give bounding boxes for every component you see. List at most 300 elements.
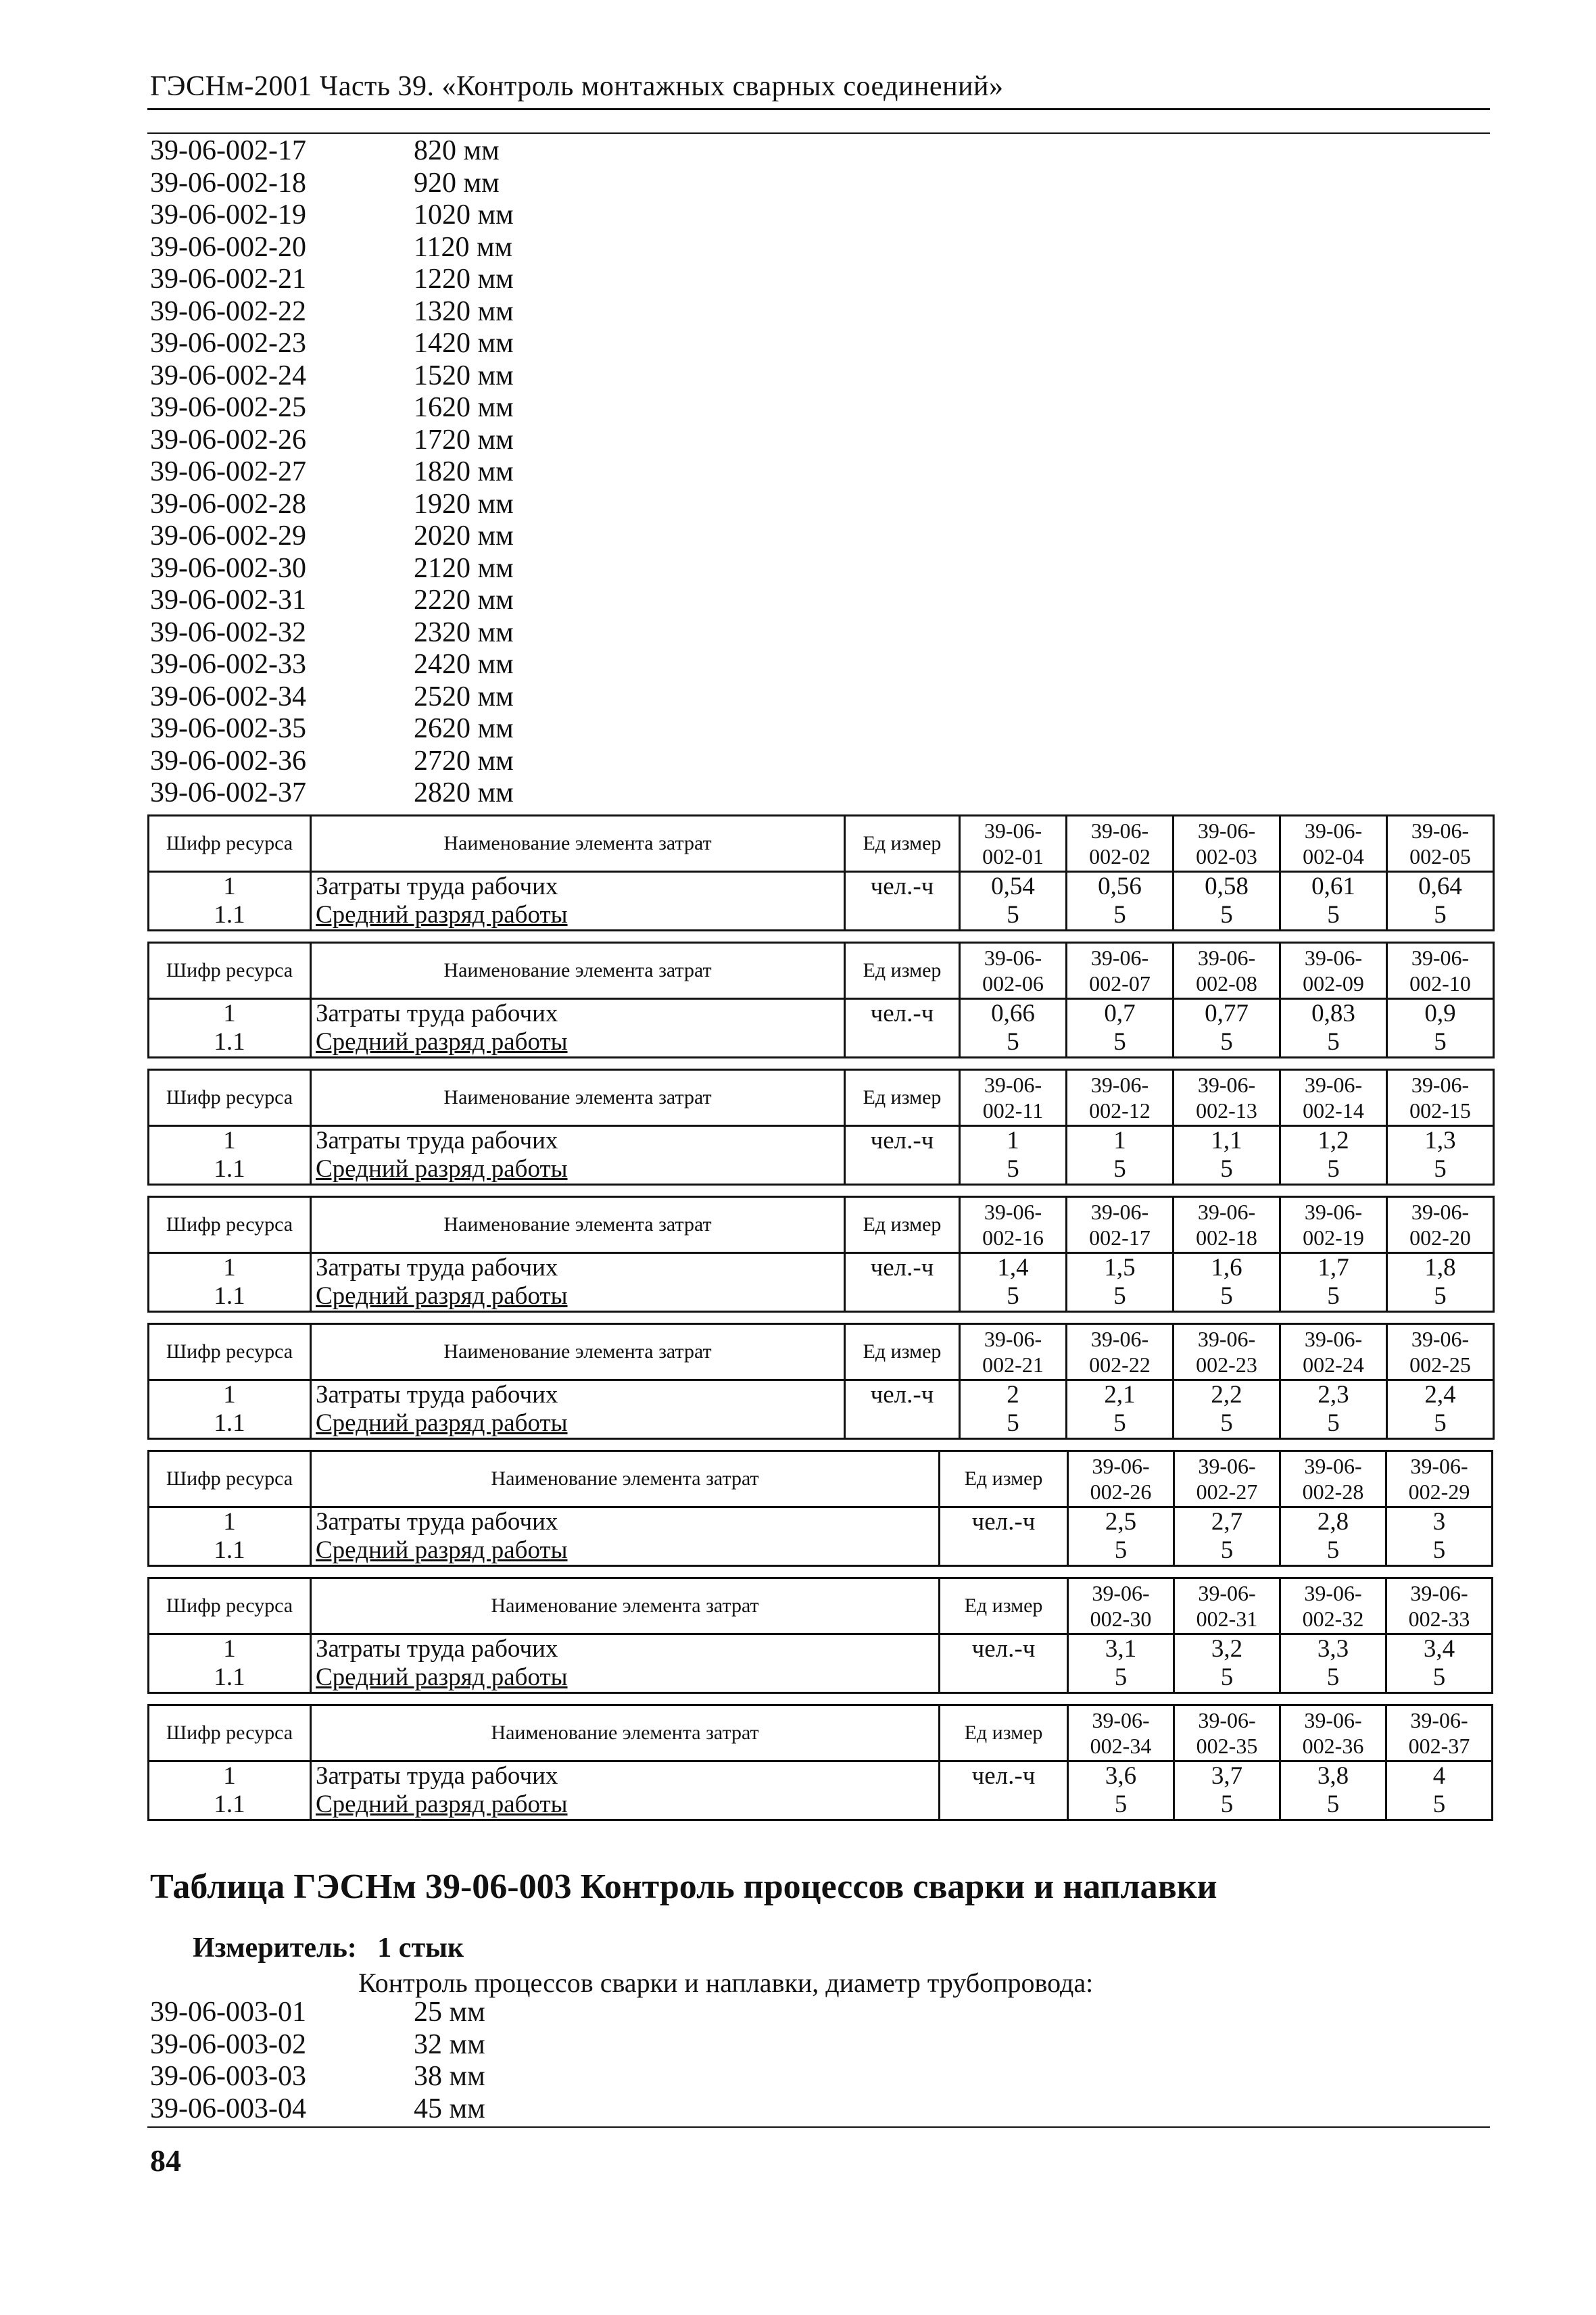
norm-code-part: 002-30 — [1090, 1607, 1152, 1631]
code-list-row — [150, 489, 616, 521]
header-norm-code — [1280, 1578, 1386, 1634]
row-resource-code: 1.1 — [149, 1409, 311, 1439]
row-resource-code: 1.1 — [149, 1282, 311, 1312]
diameter-value: 920 мм — [414, 167, 500, 199]
row-unit: чел.-ч — [845, 1253, 960, 1283]
header-resource-code: Шифр ресурса — [149, 943, 311, 999]
code-list-row — [150, 746, 616, 778]
header-norm-code — [1174, 816, 1280, 872]
norm-code-part: 39-06- — [1198, 1454, 1256, 1478]
price-code: 39-06-002-23 — [150, 328, 306, 359]
row-unit: чел.-ч — [845, 1380, 960, 1410]
table-row-grade — [149, 1155, 1494, 1185]
labor-value: 0,64 — [1387, 872, 1494, 902]
code-list-row — [150, 456, 616, 489]
row-unit-empty — [845, 1155, 960, 1185]
code-list-row — [150, 713, 616, 746]
row-cost-element: Затраты труда рабочих — [311, 1126, 845, 1156]
diameter-value: 2820 мм — [414, 777, 514, 808]
header-unit: Ед измер — [940, 1578, 1068, 1634]
norm-code-part: 002-09 — [1303, 971, 1364, 996]
resource-table — [147, 1577, 1493, 1694]
row-cost-element: Средний разряд работы — [311, 901, 845, 931]
code-list-row — [150, 135, 616, 168]
grade-value: 5 — [1387, 1282, 1494, 1312]
norm-code-part: 002-07 — [1089, 971, 1151, 996]
norm-code-part: 002-24 — [1303, 1353, 1364, 1377]
price-code: 39-06-002-37 — [150, 777, 306, 808]
labor-value: 2,1 — [1067, 1380, 1174, 1410]
header-norm-code — [1067, 1070, 1174, 1126]
row-cost-element: Затраты труда рабочих — [311, 999, 845, 1029]
header-unit: Ед измер — [940, 1451, 1068, 1507]
code-list-row — [150, 424, 616, 457]
measure-value: 1 стык — [377, 1932, 464, 1964]
row-unit-empty — [940, 1536, 1068, 1566]
price-code: 39-06-002-18 — [150, 167, 306, 199]
norm-code-part: 39-06- — [1304, 1073, 1363, 1097]
header-norm-code — [960, 1197, 1067, 1253]
resource-table — [147, 942, 1495, 1058]
norm-code-part: 39-06- — [1197, 1073, 1256, 1097]
price-code: 39-06-002-28 — [150, 488, 306, 520]
row-resource-code: 1 — [149, 1761, 311, 1791]
diameter-value: 820 мм — [414, 135, 500, 166]
grade-value: 5 — [1386, 1790, 1493, 1820]
labor-value: 0,61 — [1280, 872, 1387, 902]
grade-value: 5 — [1280, 1663, 1386, 1693]
norm-code-part: 002-27 — [1196, 1480, 1258, 1504]
grade-value: 5 — [1174, 1536, 1280, 1566]
row-resource-code: 1.1 — [149, 1155, 311, 1185]
header-norm-code — [1387, 1324, 1494, 1380]
header-cost-element: Наименование элемента затрат — [311, 943, 845, 999]
code-list-row — [150, 777, 616, 810]
norm-code-part: 002-32 — [1302, 1607, 1364, 1631]
measure-line — [193, 1932, 477, 1964]
row-unit-empty — [845, 1282, 960, 1312]
code-list-row — [150, 2061, 616, 2093]
row-resource-code: 1 — [149, 1126, 311, 1156]
header-resource-code: Шифр ресурса — [149, 1197, 311, 1253]
header-norm-code — [1174, 1451, 1280, 1507]
grade-value: 5 — [1068, 1663, 1174, 1693]
diameter-value: 2220 мм — [414, 585, 514, 616]
code-list-row — [150, 2029, 616, 2062]
labor-value: 3,2 — [1174, 1634, 1280, 1664]
labor-value: 2,7 — [1174, 1507, 1280, 1537]
norm-code-part: 002-08 — [1196, 971, 1257, 996]
diameter-value: 2720 мм — [414, 745, 514, 777]
diameter-value: 1920 мм — [414, 488, 514, 520]
table-row-grade — [149, 1790, 1493, 1820]
norm-code-part: 002-15 — [1409, 1098, 1471, 1123]
section-title: Таблица ГЭСНм 39-06-003 Контроль процессов сварки и наплавки — [150, 1868, 1217, 1906]
norm-code-part: 002-05 — [1409, 844, 1471, 869]
grade-value: 5 — [1387, 901, 1494, 931]
table-row-labor — [149, 1380, 1494, 1410]
resource-table — [147, 814, 1495, 931]
table-row-labor — [149, 1761, 1493, 1791]
header-cost-element: Наименование элемента затрат — [311, 1197, 845, 1253]
grade-value: 5 — [960, 1155, 1067, 1185]
table-row-grade — [149, 1028, 1494, 1058]
norm-code-part: 39-06- — [1197, 1200, 1256, 1224]
header-norm-code — [1280, 1324, 1387, 1380]
labor-value: 3,7 — [1174, 1761, 1280, 1791]
code-list-row — [150, 360, 616, 393]
norm-code-part: 39-06- — [1092, 1581, 1150, 1605]
labor-value: 2,5 — [1068, 1507, 1174, 1537]
resource-table — [147, 1704, 1493, 1821]
norm-code-part: 39-06- — [1304, 819, 1363, 843]
row-resource-code: 1.1 — [149, 1536, 311, 1566]
grade-value: 5 — [960, 1409, 1067, 1439]
header-norm-code — [1386, 1705, 1493, 1761]
table-row-labor — [149, 1507, 1493, 1537]
row-resource-code: 1 — [149, 1253, 311, 1283]
labor-value: 3 — [1386, 1507, 1493, 1537]
price-code: 39-06-002-30 — [150, 552, 306, 584]
row-cost-element: Средний разряд работы — [311, 1536, 940, 1566]
norm-code-part: 39-06- — [1304, 1581, 1362, 1605]
row-resource-code: 1 — [149, 1507, 311, 1537]
grade-value: 5 — [1174, 1028, 1280, 1058]
norm-code-part: 39-06- — [1198, 1581, 1256, 1605]
row-cost-element: Затраты труда рабочих — [311, 872, 845, 902]
price-code: 39-06-003-03 — [150, 2061, 306, 2092]
header-norm-code — [1174, 1324, 1280, 1380]
row-resource-code: 1 — [149, 872, 311, 902]
price-code: 39-06-002-19 — [150, 199, 306, 230]
grade-value: 5 — [1280, 1409, 1387, 1439]
price-code: 39-06-003-04 — [150, 2093, 306, 2124]
labor-value: 2,4 — [1387, 1380, 1494, 1410]
diameter-value: 32 мм — [414, 2028, 485, 2060]
norm-code-part: 002-28 — [1302, 1480, 1364, 1504]
price-code: 39-06-002-35 — [150, 713, 306, 744]
grade-value: 5 — [1387, 1155, 1494, 1185]
code-list-row — [150, 585, 616, 617]
norm-code-part: 002-16 — [982, 1225, 1044, 1250]
header-unit: Ед измер — [845, 943, 960, 999]
header-norm-code — [1386, 1451, 1493, 1507]
labor-value: 0,66 — [960, 999, 1067, 1029]
grade-value: 5 — [1067, 1028, 1174, 1058]
norm-code-part: 002-37 — [1408, 1734, 1470, 1758]
labor-value: 1,7 — [1280, 1253, 1387, 1283]
grade-value: 5 — [1280, 1028, 1387, 1058]
table-row-grade — [149, 1409, 1494, 1439]
resource-table — [147, 1196, 1495, 1313]
diameter-value: 1820 мм — [414, 456, 514, 487]
row-cost-element: Затраты труда рабочих — [311, 1380, 845, 1410]
code-list-row — [150, 199, 616, 232]
code-list-row — [150, 264, 616, 296]
code-list-row — [150, 2093, 616, 2126]
header-resource-code: Шифр ресурса — [149, 1070, 311, 1126]
header-norm-code — [1387, 943, 1494, 999]
diameter-value: 45 мм — [414, 2093, 485, 2124]
diameter-value: 2620 мм — [414, 713, 514, 744]
code-list-row — [150, 1997, 616, 2029]
labor-value: 0,83 — [1280, 999, 1387, 1029]
running-header: ГЭСНм-2001 Часть 39. «Контроль монтажных сварных соединений» — [150, 71, 1004, 102]
row-resource-code: 1 — [149, 999, 311, 1029]
row-unit: чел.-ч — [940, 1634, 1068, 1664]
norm-code-part: 002-29 — [1408, 1480, 1470, 1504]
header-norm-code — [1067, 816, 1174, 872]
diameter-value: 1520 мм — [414, 360, 514, 391]
norm-code-part: 39-06- — [1090, 946, 1149, 970]
labor-value: 3,3 — [1280, 1634, 1386, 1664]
grade-value: 5 — [960, 901, 1067, 931]
row-unit-empty — [845, 1028, 960, 1058]
diameter-value: 38 мм — [414, 2061, 485, 2092]
table-header-row — [149, 1070, 1494, 1126]
row-cost-element: Средний разряд работы — [311, 1282, 845, 1312]
table-header-row — [149, 1324, 1494, 1380]
row-cost-element: Затраты труда рабочих — [311, 1507, 940, 1537]
header-norm-code — [960, 1324, 1067, 1380]
header-norm-code — [1174, 1197, 1280, 1253]
table-row-labor — [149, 1253, 1494, 1283]
price-code: 39-06-002-21 — [150, 264, 306, 295]
resource-table — [147, 1323, 1495, 1440]
norm-code-part: 39-06- — [1090, 1327, 1149, 1351]
header-norm-code — [1068, 1705, 1174, 1761]
row-unit: чел.-ч — [845, 1126, 960, 1156]
labor-value: 3,6 — [1068, 1761, 1174, 1791]
row-cost-element: Средний разряд работы — [311, 1409, 845, 1439]
grade-value: 5 — [1174, 1663, 1280, 1693]
row-unit: чел.-ч — [845, 999, 960, 1029]
header-norm-code — [1280, 816, 1387, 872]
table-row-labor — [149, 1634, 1493, 1664]
grade-value: 5 — [1174, 1790, 1280, 1820]
norm-code-part: 002-20 — [1409, 1225, 1471, 1250]
labor-value: 3,1 — [1068, 1634, 1174, 1664]
table-row-grade — [149, 1282, 1494, 1312]
header-norm-code — [1067, 943, 1174, 999]
row-cost-element: Затраты труда рабочих — [311, 1761, 940, 1791]
header-resource-code: Шифр ресурса — [149, 816, 311, 872]
header-resource-code: Шифр ресурса — [149, 1451, 311, 1507]
norm-code-part: 39-06- — [1411, 1073, 1470, 1097]
row-resource-code: 1 — [149, 1634, 311, 1664]
norm-code-part: 002-06 — [982, 971, 1044, 996]
header-norm-code — [1280, 943, 1387, 999]
code-list-row — [150, 232, 616, 264]
code-list-row — [150, 296, 616, 328]
norm-code-part: 002-03 — [1196, 844, 1257, 869]
price-code: 39-06-002-33 — [150, 649, 306, 680]
code-list-row — [150, 553, 616, 585]
bottom-rule — [147, 2126, 1490, 2128]
norm-code-part: 39-06- — [1198, 1708, 1256, 1732]
header-unit: Ед измер — [845, 1070, 960, 1126]
header-norm-code — [1174, 1578, 1280, 1634]
price-code: 39-06-002-25 — [150, 392, 306, 423]
row-unit-empty — [845, 901, 960, 931]
diameter-value: 1320 мм — [414, 295, 514, 327]
table-row-labor — [149, 1126, 1494, 1156]
labor-value: 0,7 — [1067, 999, 1174, 1029]
norm-code-part: 39-06- — [984, 946, 1042, 970]
table-header-row — [149, 1578, 1493, 1634]
norm-code-part: 002-26 — [1090, 1480, 1152, 1504]
code-list-row — [150, 520, 616, 553]
labor-value: 1,5 — [1067, 1253, 1174, 1283]
header-norm-code — [1280, 1197, 1387, 1253]
row-resource-code: 1.1 — [149, 1663, 311, 1693]
table-header-row — [149, 816, 1494, 872]
labor-value: 0,58 — [1174, 872, 1280, 902]
norm-code-part: 002-34 — [1090, 1734, 1152, 1758]
header-norm-code — [1387, 816, 1494, 872]
table-row-grade — [149, 901, 1494, 931]
resource-table — [147, 1450, 1493, 1567]
header-cost-element: Наименование элемента затрат — [311, 816, 845, 872]
row-unit-empty — [940, 1663, 1068, 1693]
header-norm-code — [1068, 1451, 1174, 1507]
labor-value: 2,3 — [1280, 1380, 1387, 1410]
norm-code-part: 39-06- — [1411, 1327, 1470, 1351]
row-resource-code: 1 — [149, 1380, 311, 1410]
table-header-row — [149, 1705, 1493, 1761]
norm-code-part: 39-06- — [1092, 1708, 1150, 1732]
labor-value: 3,8 — [1280, 1761, 1386, 1791]
header-norm-code — [960, 943, 1067, 999]
table-row-grade — [149, 1536, 1493, 1566]
grade-value: 5 — [1174, 1155, 1280, 1185]
norm-code-part: 002-17 — [1089, 1225, 1151, 1250]
header-cost-element: Наименование элемента затрат — [311, 1705, 940, 1761]
header-norm-code — [1067, 1197, 1174, 1253]
norm-code-part: 39-06- — [984, 1327, 1042, 1351]
diameter-value: 1120 мм — [414, 231, 513, 263]
table-row-grade — [149, 1663, 1493, 1693]
labor-value: 2,2 — [1174, 1380, 1280, 1410]
norm-code-part: 002-04 — [1303, 844, 1364, 869]
header-cost-element: Наименование элемента затрат — [311, 1070, 845, 1126]
grade-value: 5 — [1386, 1536, 1493, 1566]
grade-value: 5 — [1280, 1282, 1387, 1312]
grade-value: 5 — [1386, 1663, 1493, 1693]
header-norm-code — [1387, 1197, 1494, 1253]
diameter-value: 2320 мм — [414, 616, 514, 648]
grade-value: 5 — [1174, 1409, 1280, 1439]
row-cost-element: Средний разряд работы — [311, 1028, 845, 1058]
diameter-value: 1620 мм — [414, 392, 514, 423]
price-code: 39-06-002-27 — [150, 456, 306, 487]
norm-code-part: 39-06- — [984, 1200, 1042, 1224]
grade-value: 5 — [1068, 1536, 1174, 1566]
table-row-labor — [149, 872, 1494, 902]
row-cost-element: Средний разряд работы — [311, 1155, 845, 1185]
norm-code-part: 39-06- — [1090, 1200, 1149, 1224]
norm-code-part: 002-31 — [1196, 1607, 1258, 1631]
labor-value: 0,56 — [1067, 872, 1174, 902]
code-list-row — [150, 649, 616, 681]
header-resource-code: Шифр ресурса — [149, 1705, 311, 1761]
norm-code-part: 39-06- — [1411, 1200, 1470, 1224]
diameter-value: 2420 мм — [414, 649, 514, 680]
labor-value: 1,6 — [1174, 1253, 1280, 1283]
header-norm-code — [960, 816, 1067, 872]
price-code: 39-06-002-34 — [150, 681, 306, 712]
norm-code-part: 39-06- — [1411, 946, 1470, 970]
row-cost-element: Затраты труда рабочих — [311, 1253, 845, 1283]
norm-code-part: 002-25 — [1409, 1353, 1471, 1377]
diameter-value: 2520 мм — [414, 681, 514, 712]
norm-code-part: 39-06- — [1304, 1327, 1363, 1351]
price-code: 39-06-002-31 — [150, 585, 306, 616]
labor-value: 0,77 — [1174, 999, 1280, 1029]
grade-value: 5 — [1068, 1790, 1174, 1820]
norm-code-part: 002-36 — [1302, 1734, 1364, 1758]
norm-code-part: 39-06- — [1197, 946, 1256, 970]
row-unit-empty — [940, 1790, 1068, 1820]
header-unit: Ед измер — [845, 816, 960, 872]
table-row-labor — [149, 999, 1494, 1029]
labor-value: 2 — [960, 1380, 1067, 1410]
row-unit: чел.-ч — [940, 1761, 1068, 1791]
code-list-row — [150, 681, 616, 714]
row-cost-element: Средний разряд работы — [311, 1790, 940, 1820]
norm-code-part: 002-21 — [982, 1353, 1044, 1377]
labor-value: 1 — [960, 1126, 1067, 1156]
header-unit: Ед измер — [845, 1324, 960, 1380]
norm-code-part: 39-06- — [1304, 946, 1363, 970]
labor-value: 1,3 — [1387, 1126, 1494, 1156]
labor-value: 1 — [1067, 1126, 1174, 1156]
code-list-row — [150, 617, 616, 650]
header-norm-code — [1174, 1705, 1280, 1761]
table-header-row — [149, 943, 1494, 999]
norm-code-part: 002-19 — [1303, 1225, 1364, 1250]
header-resource-code: Шифр ресурса — [149, 1324, 311, 1380]
resource-table — [147, 1069, 1495, 1186]
header-norm-code — [1174, 1070, 1280, 1126]
norm-code-part: 39-06- — [984, 819, 1042, 843]
grade-value: 5 — [960, 1028, 1067, 1058]
labor-value: 0,54 — [960, 872, 1067, 902]
grade-value: 5 — [1280, 1790, 1386, 1820]
header-norm-code — [960, 1070, 1067, 1126]
price-code: 39-06-003-02 — [150, 2028, 306, 2060]
header-cost-element: Наименование элемента затрат — [311, 1324, 845, 1380]
norm-code-part: 39-06- — [1304, 1200, 1363, 1224]
section-subtitle: Контроль процессов сварки и наплавки, диаметр трубопровода: — [358, 1968, 1094, 1998]
header-unit: Ед измер — [940, 1705, 1068, 1761]
grade-value: 5 — [1280, 901, 1387, 931]
norm-code-part: 39-06- — [1090, 1073, 1149, 1097]
row-unit: чел.-ч — [845, 872, 960, 902]
row-cost-element: Средний разряд работы — [311, 1663, 940, 1693]
norm-code-part: 39-06- — [1304, 1708, 1362, 1732]
norm-code-part: 002-12 — [1089, 1098, 1151, 1123]
diameter-value: 25 мм — [414, 1997, 485, 2028]
labor-value: 1,4 — [960, 1253, 1067, 1283]
row-resource-code: 1.1 — [149, 1790, 311, 1820]
price-code: 39-06-002-20 — [150, 231, 306, 263]
grade-value: 5 — [1067, 1409, 1174, 1439]
norm-code-part: 002-02 — [1089, 844, 1151, 869]
price-code: 39-06-002-29 — [150, 520, 306, 552]
diameter-value: 1420 мм — [414, 328, 514, 359]
measure-label: Измеритель: — [193, 1932, 357, 1964]
